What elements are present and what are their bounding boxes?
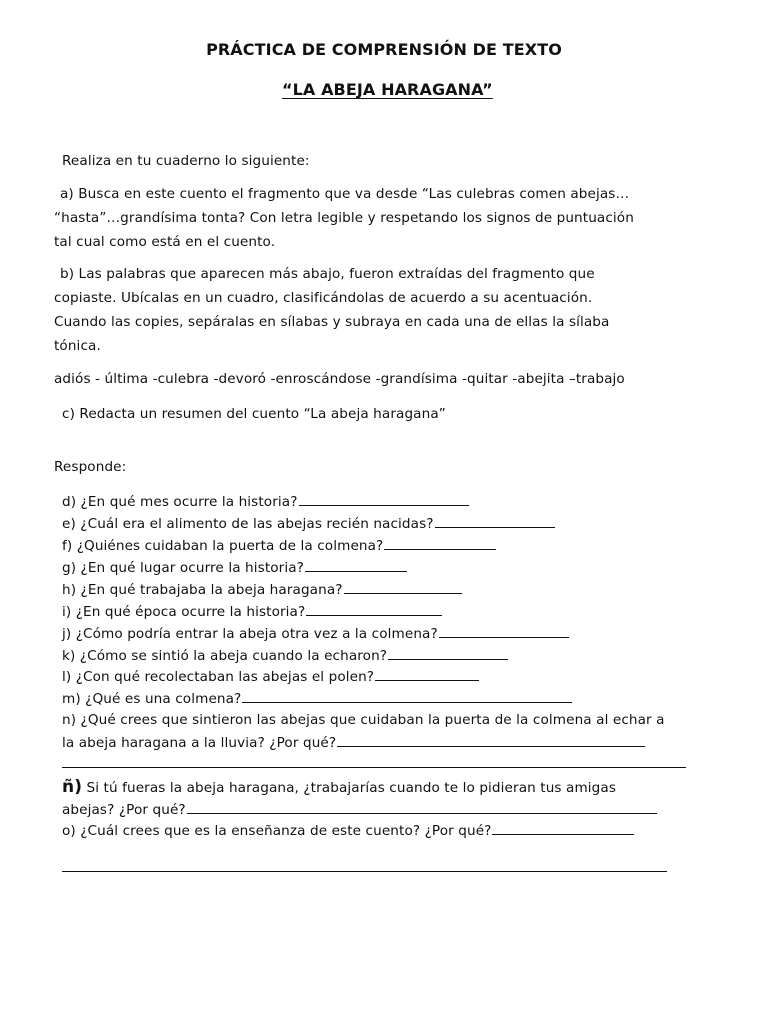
answer-blank-h[interactable]	[344, 581, 462, 594]
answer-blank-j[interactable]	[439, 625, 569, 638]
question-k-text: k) ¿Cómo se sintió la abeja cuando la echaron?	[62, 648, 388, 664]
question-enie-line-2	[62, 801, 657, 818]
answer-line-o[interactable]	[62, 871, 667, 872]
item-a-line-3: tal cual como está en el cuento.	[54, 234, 276, 250]
word-list: adiós - última -culebra -devoró -enroscándose -grandísima -quitar -abejita –trabajo	[54, 371, 625, 387]
question-n-text: la abeja haragana a la lluvia? ¿Por qué?	[62, 735, 337, 751]
question-n-line-1: n) ¿Qué crees que sintieron las abejas que cuidaban la puerta de la colmena al echar a	[62, 712, 665, 728]
question-k	[62, 647, 508, 664]
answer-line-n[interactable]	[62, 767, 686, 768]
question-enie-letter: ñ)	[62, 777, 83, 797]
question-l	[62, 668, 479, 685]
question-m	[62, 690, 572, 707]
item-a-line-1: a) Busca en este cuento el fragmento que va desde “Las culebras comen abejas…	[60, 186, 630, 202]
question-f	[62, 537, 496, 554]
question-d	[62, 493, 469, 510]
answer-blank-d[interactable]	[299, 493, 469, 506]
answer-blank-k[interactable]	[388, 647, 508, 660]
answer-blank-e[interactable]	[435, 515, 555, 528]
answer-blank-n[interactable]	[337, 734, 645, 747]
question-l-text: l) ¿Con qué recolectaban las abejas el polen?	[62, 669, 375, 685]
item-b-line-1: b) Las palabras que aparecen más abajo, fueron extraídas del fragmento que	[60, 266, 595, 282]
question-m-text: m) ¿Qué es una colmena?	[62, 691, 242, 707]
question-j	[62, 625, 569, 642]
question-enie-line-1	[62, 777, 616, 797]
answer-blank-g[interactable]	[305, 559, 407, 572]
instructions-text: Realiza en tu cuaderno lo siguiente:	[62, 153, 310, 169]
question-o-text: o) ¿Cuál crees que es la enseñanza de este cuento? ¿Por qué?	[62, 823, 492, 839]
question-n-line-2	[62, 734, 645, 751]
question-i-text: i) ¿En qué época ocurre la historia?	[62, 604, 306, 620]
question-enie-text: Si tú fueras la abeja haragana, ¿trabajarías cuando te lo pidieran tus amigas	[86, 780, 616, 796]
question-g-text: g) ¿En qué lugar ocurre la historia?	[62, 560, 304, 576]
question-e-text: e) ¿Cuál era el alimento de las abejas recién nacidas?	[62, 516, 434, 532]
question-g	[62, 559, 407, 576]
item-b-line-3: Cuando las copies, sepáralas en sílabas y subraya en cada una de ellas la sílaba	[54, 314, 610, 330]
item-a-line-2: “hasta”…grandísima tonta? Con letra legible y respetando los signos de puntuación	[54, 210, 634, 226]
page-title: PRÁCTICA DE COMPRENSIÓN DE TEXTO	[206, 40, 562, 59]
respond-label: Responde:	[54, 459, 127, 475]
story-title: “LA ABEJA HARAGANA”	[282, 80, 493, 99]
question-h-text: h) ¿En qué trabajaba la abeja haragana?	[62, 582, 343, 598]
answer-blank-i[interactable]	[306, 603, 442, 616]
answer-blank-m[interactable]	[242, 690, 572, 703]
question-h	[62, 581, 462, 598]
item-c: c) Redacta un resumen del cuento “La abeja haragana”	[62, 406, 446, 422]
item-b-line-2: copiaste. Ubícalas en un cuadro, clasificándolas de acuerdo a su acentuación.	[54, 290, 593, 306]
question-e	[62, 515, 555, 532]
question-j-text: j) ¿Cómo podría entrar la abeja otra vez a la colmena?	[62, 626, 438, 642]
question-f-text: f) ¿Quiénes cuidaban la puerta de la colmena?	[62, 538, 384, 554]
question-enie-text-2: abejas? ¿Por qué?	[62, 802, 186, 818]
answer-blank-f[interactable]	[384, 537, 496, 550]
answer-blank-l[interactable]	[375, 668, 479, 681]
answer-blank-enie[interactable]	[187, 801, 657, 814]
question-o	[62, 822, 634, 839]
answer-blank-o[interactable]	[492, 822, 634, 835]
question-i	[62, 603, 442, 620]
question-d-text: d) ¿En qué mes ocurre la historia?	[62, 494, 298, 510]
item-b-line-4: tónica.	[54, 338, 101, 354]
